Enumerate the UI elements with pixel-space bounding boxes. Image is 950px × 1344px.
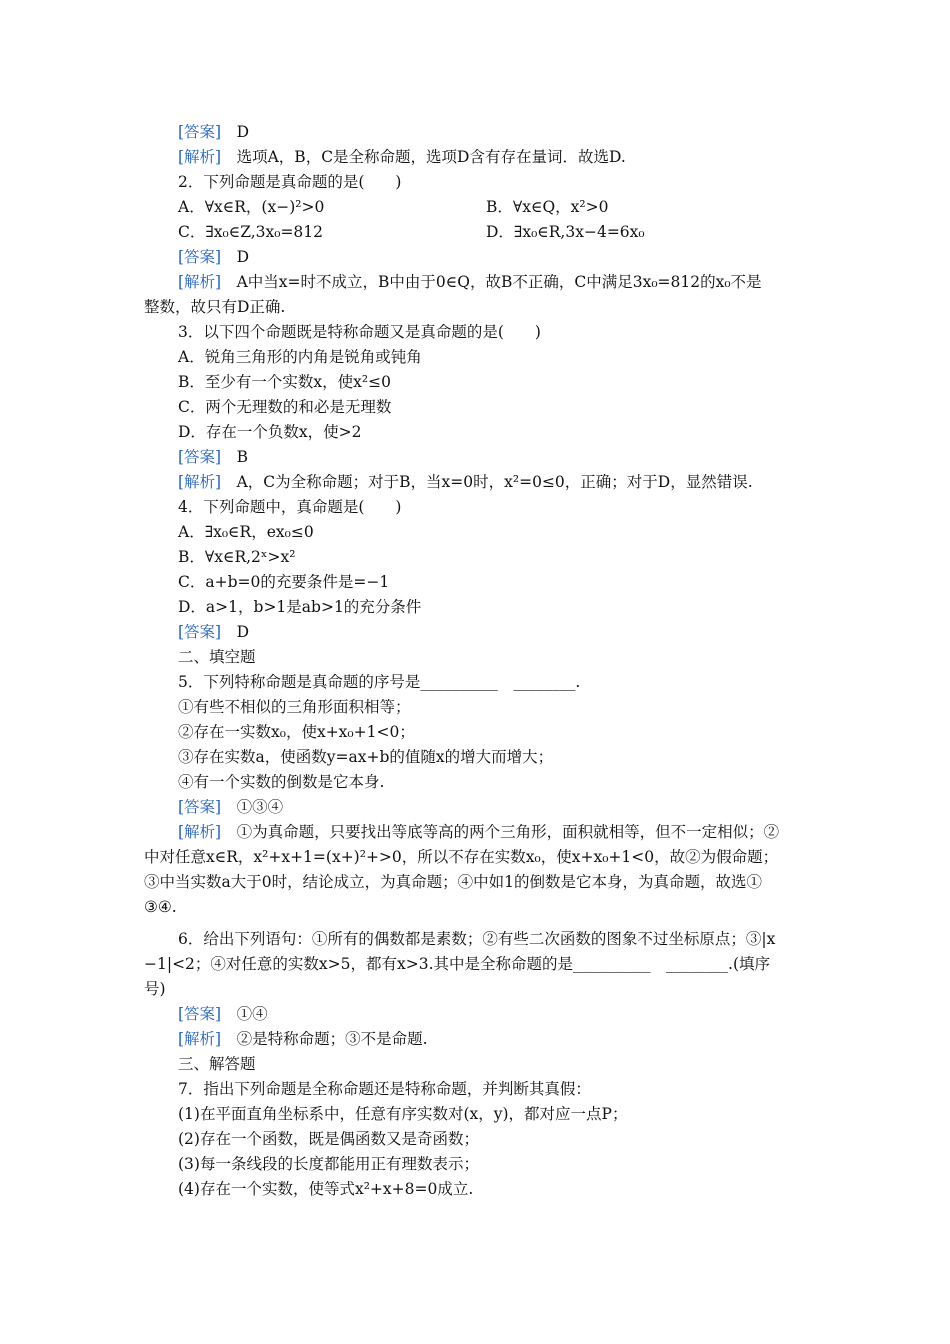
option-c: C．∃x₀∈Z,3x₀=812 (178, 223, 324, 241)
line-text: D．存在一个负数x，使>2 (178, 423, 362, 441)
line-text: ②是特称命题；③不是命题. (221, 1030, 428, 1048)
line-text: ①有些不相似的三角形面积相等； (178, 698, 411, 716)
line-text: 6．给出下列语句：①所有的偶数都是素数；②有些二次函数的图象不过坐标原点；③|x (178, 930, 776, 948)
analysis-tag: [解析] (178, 273, 222, 291)
statement-line (178, 747, 553, 767)
option-line (178, 422, 362, 442)
statement-line (178, 697, 411, 717)
line-text: B (221, 448, 248, 466)
line-text: (3)每一条线段的长度都能用正有理数表示； (178, 1155, 479, 1173)
line-text: (1)在平面直角坐标系中，任意有序实数对(x，y)，都对应一点P； (178, 1105, 628, 1123)
line-text: ③中当实数a大于0时，结论成立，为真命题；④中如1的倒数是它本身，为真命题，故选① (144, 873, 762, 891)
line-text: ③存在实数a，使函数y=ax+b的值随x的增大而增大； (178, 748, 554, 766)
statement-line (178, 1129, 479, 1149)
option-line (178, 347, 422, 367)
line-text: 2．下列命题是真命题的是( ) (178, 173, 402, 191)
analysis-continuation (144, 897, 177, 917)
line-text: ①为真命题，只要找出等底等高的两个三角形，面积就相等，但不一定相似；② (221, 823, 780, 841)
question-continuation (144, 979, 166, 999)
line-text: 7．指出下列命题是全称命题还是特称命题，并判断其真假： (178, 1080, 591, 1098)
question-2 (178, 172, 401, 192)
line-text: C．两个无理数的和必是无理数 (178, 398, 392, 416)
answer-line (178, 797, 283, 817)
line-text: 5．下列特称命题是真命题的序号是__________ ________. (178, 673, 581, 691)
line-text: D (221, 623, 250, 641)
statement-line (178, 722, 415, 742)
answer-tag: [答案] (178, 1005, 222, 1023)
analysis-line (178, 1029, 428, 1049)
line-text: −1|<2；④对任意的实数x>5，都有x>3.其中是全称命题的是__________ ________.(填序 (144, 955, 771, 973)
answer-line (178, 447, 248, 467)
line-text: A．锐角三角形的内角是锐角或钝角 (178, 348, 422, 366)
line-text: 选项A，B，C是全称命题，选项D含有存在量词．故选D. (221, 148, 626, 166)
line-text: B．∀x∈R,2ˣ>x² (178, 548, 296, 566)
answer-tag: [答案] (178, 123, 222, 141)
line-text: D．a>1，b>1是ab>1的充分条件 (178, 598, 422, 616)
answer-line (178, 622, 249, 642)
line-text: ②存在一实数x₀，使x+x₀+1<0； (178, 723, 415, 741)
answer-tag: [答案] (178, 248, 222, 266)
answer-tag: [答案] (178, 623, 222, 641)
line-text: (2)存在一个函数，既是偶函数又是奇函数； (178, 1130, 479, 1148)
answer-tag: [答案] (178, 798, 222, 816)
analysis-line (178, 822, 779, 842)
option-line (178, 197, 324, 217)
line-text: A．∃x₀∈R，ex₀≤0 (178, 523, 314, 541)
line-text: C．a+b=0的充要条件是=−1 (178, 573, 390, 591)
line-text: 中对任意x∈R，x²+x+1=(x+)²+>0，所以不存在实数x₀，使x+x₀+1<0，故②为假命题； (144, 848, 779, 866)
option-line (178, 522, 314, 542)
analysis-line (178, 147, 626, 167)
analysis-continuation (144, 847, 778, 867)
question-6 (178, 929, 775, 949)
answer-line (178, 122, 249, 142)
answer-tag: [答案] (178, 448, 222, 466)
statement-line (178, 1154, 479, 1174)
answer-line (178, 247, 249, 267)
question-3 (178, 322, 541, 342)
analysis-continuation (144, 297, 285, 317)
line-text: A中当x=时不成立，B中由于0∈Q，故B不正确，C中满足3x₀=812的x₀不是 (221, 273, 762, 291)
line-text: 二、填空题 (178, 648, 256, 666)
line-text: 三、解答题 (178, 1055, 256, 1073)
analysis-tag: [解析] (178, 823, 222, 841)
option-a: A．∀x∈R，(x−)²>0 (178, 198, 325, 216)
line-text: ①③④ (221, 798, 284, 816)
question-4 (178, 497, 401, 517)
option-d: D．∃x₀∈R,3x−4=6x₀ (486, 223, 645, 241)
option-line (178, 597, 421, 617)
statement-line (178, 772, 384, 792)
answer-line (178, 1004, 268, 1024)
line-text: (4)存在一个实数，使等式x²+x+8=0成立. (178, 1180, 474, 1198)
line-text: D (221, 123, 250, 141)
line-text: A，C为全称命题；对于B，当x=0时，x²=0≤0，正确；对于D，显然错误. (221, 473, 753, 491)
line-text: 号) (144, 980, 166, 998)
option-line (178, 547, 295, 567)
section-heading (178, 647, 256, 667)
section-heading (178, 1054, 256, 1074)
line-text: D (221, 248, 250, 266)
option-b: B．∀x∈Q，x²>0 (486, 198, 609, 216)
line-text: 4．下列命题中，真命题是( ) (178, 498, 402, 516)
statement-line (178, 1179, 473, 1199)
line-text: 3．以下四个命题既是特称命题又是真命题的是( ) (178, 323, 541, 341)
line-text: ①④ (221, 1005, 268, 1023)
question-7 (178, 1079, 591, 1099)
question-continuation (144, 954, 770, 974)
statement-line (178, 1104, 627, 1124)
analysis-tag: [解析] (178, 473, 222, 491)
line-text: ④有一个实数的倒数是它本身. (178, 773, 385, 791)
option-line (178, 372, 391, 392)
line-text: B．至少有一个实数x，使x²≤0 (178, 373, 391, 391)
option-line (178, 572, 389, 592)
analysis-continuation (144, 872, 762, 892)
option-line (178, 222, 323, 242)
question-5 (178, 672, 580, 692)
analysis-tag: [解析] (178, 1030, 222, 1048)
line-text: 整数，故只有D正确. (144, 298, 286, 316)
option-line (178, 397, 391, 417)
analysis-line (178, 272, 762, 292)
analysis-tag: [解析] (178, 148, 222, 166)
analysis-line (178, 472, 753, 492)
line-text: ③④. (144, 898, 177, 916)
